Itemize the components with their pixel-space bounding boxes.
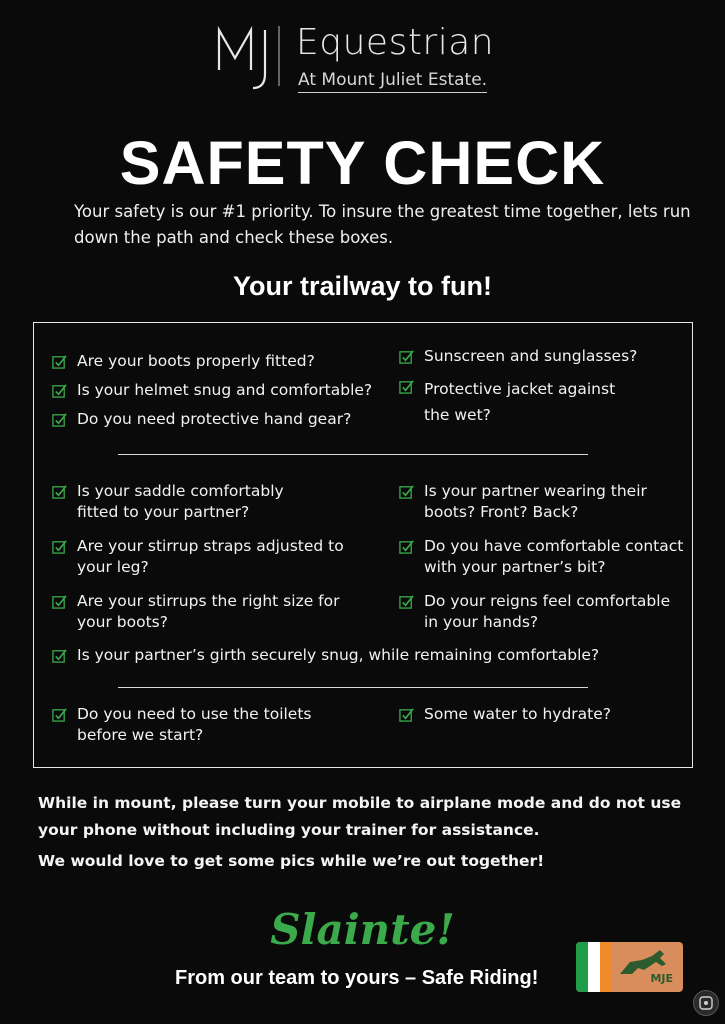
checklist-item-label: Is your partner wearing their boots? Front? Back? [424,482,647,521]
badge-text: MJE [650,972,673,985]
checklist-item[interactable] [399,376,629,428]
checklist-item[interactable] [399,704,684,725]
logo-subtitle: At Mount Juliet Estate. [298,70,487,93]
checklist-item-label: Are your stirrups the right size for your boots? [77,592,340,631]
page-title: SAFETY CHECK [119,129,606,197]
checklist-item[interactable] [52,481,322,523]
checklist-item-label: Do you need protective hand gear? [77,410,352,428]
checklist-item-label: Are your stirrup straps adjusted to your leg? [77,537,344,576]
checklist-item[interactable] [52,536,352,578]
mje-badge [576,942,683,992]
section-divider [118,687,588,688]
intro-text: Your safety is our #1 priority. To insure the greatest time together, lets run down the path and check these boxes. [74,202,691,247]
checklist-item-label: Is your partner’s girth securely snug, while remaining comfortable? [77,646,600,664]
checked-box-icon [52,594,67,609]
checklist-item[interactable] [52,351,382,372]
checklist-item[interactable] [52,704,342,746]
section-subtitle: Your trailway to fun! [232,271,492,301]
checked-box-icon [399,349,414,364]
checklist-item[interactable] [52,409,382,430]
section-divider [118,454,588,455]
checked-box-icon [52,484,67,499]
checked-box-icon [52,412,67,427]
lens-icon[interactable] [693,990,719,1016]
checklist-item-label: Is your saddle comfortably fitted to your partner? [77,482,284,521]
checked-box-icon [399,707,414,722]
checklist-item[interactable] [399,591,689,633]
checked-box-icon [399,379,414,394]
checked-box-icon [52,383,67,398]
checklist-item-label: Do you have comfortable contact with your partner’s bit? [424,537,684,576]
checked-box-icon [399,594,414,609]
irish-flag [576,942,612,992]
checklist-item-label: Are your boots properly fitted? [77,352,315,370]
slainte-heading: Slainte! [270,905,455,954]
logo-monogram [213,22,293,92]
checked-box-icon [399,484,414,499]
logo-name: Equestrian [296,22,495,63]
checklist-item[interactable] [399,346,684,367]
checklist-item[interactable] [399,481,689,523]
checklist-item[interactable] [399,536,689,578]
checklist-item[interactable] [52,380,392,401]
checklist-item-label: Do you need to use the toilets before we start? [77,705,312,744]
checklist-item-label: Some water to hydrate? [424,705,612,723]
checked-box-icon [52,354,67,369]
checklist-item-label: Protective jacket against the wet? [424,380,616,424]
checklist-item-label: Is your helmet snug and comfortable? [77,381,373,399]
checked-box-icon [52,539,67,554]
signoff-text: From our team to yours – Safe Riding! [175,967,539,989]
scan-icon [694,991,718,1015]
checklist-item[interactable] [52,645,682,666]
mobile-notice: While in mount, please turn your mobile to airplane mode and do not use your phone without including your trainer for assistance. [38,794,682,839]
checked-box-icon [52,648,67,663]
pics-note: We would love to get some pics while we’re out together! [38,852,545,870]
checklist-item-label: Sunscreen and sunglasses? [424,347,638,365]
checklist-item[interactable] [52,591,352,633]
checklist-item-label: Do your reigns feel comfortable in your hands? [424,592,671,631]
checklist-box [33,322,693,768]
checked-box-icon [399,539,414,554]
checked-box-icon [52,707,67,722]
